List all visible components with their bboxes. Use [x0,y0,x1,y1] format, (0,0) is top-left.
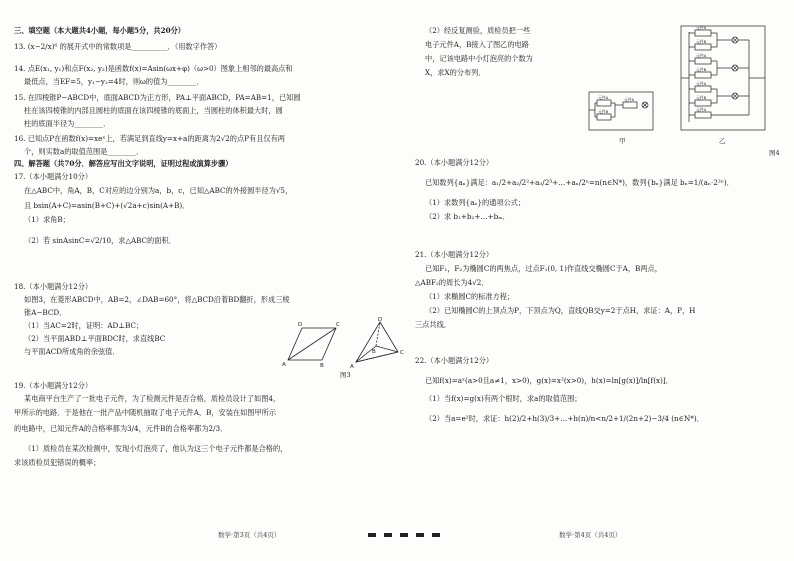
yi-element-a-label: 元件A [696,53,707,58]
circuit-yi-diagram [679,24,769,134]
question-19-part1-cont: 求该质检员犯错误的概率； [14,458,101,467]
svg-text:A: A [350,364,354,370]
question-19-part2-line1: （2）经反复测验，质检员把一些 [425,26,531,35]
question-18-part2-cont: 与平面ACD所成角的余弦值． [24,347,120,356]
svg-text:B: B [320,363,324,369]
question-22-line1: 已知f(x)=aˣ(a>0且a≠1，x>0)，g(x)=x²(x>0)，h(x)=ln[g(x)]/ln[f(x)]． [425,376,673,385]
yi-element-b-label: 元件B [696,67,707,72]
question-20-part2: （2）求 b₁+b₂+…+bₘ． [425,212,510,221]
svg-text:D: D [298,322,303,328]
question-22-part1: （1）当f(x)=g(x)有两个根时，求a的取值范围； [425,394,582,403]
question-19-part2-line4: X，求X的分布列． [425,68,486,77]
question-21-line2: △ABF₂的周长为4√2． [415,278,489,287]
svg-text:D: D [378,317,383,323]
figure-yi-label: 乙 [719,137,726,145]
question-16-line1: 16. 已知点P在函数f(x)=xeˣ上，若满足到直线y=x+a的距离为2√2的点P有且仅有两 [14,134,285,143]
figure-3-diagram [280,316,410,374]
question-20-part1: （1）求数列{aₙ}的通项公式； [425,198,526,207]
jia-element-a-label: 元件A [624,97,635,102]
yi-element-a-label: 元件A [696,25,707,30]
question-19-part1: （1）质检员在某次检测中，发现小灯泡亮了，他认为这三个电子元件都是合格的， [24,444,288,453]
question-19-line1: 某电商平台生产了一批电子元件，为了检测元件是否合格，质检员设计了如图4， [24,394,281,403]
question-18-line1: 如图3，在菱形ABCD中，AB=2，∠DAB=60°，将△BCD沿着BD翻折，形成三棱 [24,295,290,304]
question-21-line1: 已知F₁，F₂为椭圆C的两焦点，过点F₁(0, 1)作直线交椭圆C于A，B两点， [425,264,662,273]
yi-element-b-label: 元件B [696,39,707,44]
question-17-part1: （1）求角B； [24,215,70,224]
divider-mark [368,533,376,537]
question-21-part2-cont: 三点共线． [415,320,451,329]
section-solutions-heading: 四、解答题（共70分．解答应写出文字说明，证明过程或演算步骤） [14,159,233,168]
yi-element-a-label: 元件A [696,81,707,86]
question-18-header: 18.（本小题满分12分） [14,282,93,291]
page-4-footer: 数学·第4页（共4页） [559,531,622,539]
svg-text:B: B [372,349,376,355]
svg-text:C: C [336,322,340,328]
question-21-header: 21.（本小题满分12分） [415,250,494,259]
svg-text:C: C [400,350,404,356]
question-19-line2: 甲所示的电路．于是他在一批产品中随机抽取了电子元件A，B，安装在如图甲所示 [14,408,277,417]
question-18-part1: （1）当AC=2时，证明：AD⊥BC； [24,321,144,330]
question-22-header: 22.（本小题满分12分） [415,356,494,365]
question-18-line2: 锥A−BCD． [24,308,67,317]
figure-jia-label: 甲 [619,137,626,145]
figure-3-label: 图3 [340,371,351,379]
question-18-part2: （2）当平面ABD⊥平面BDC时，求直线BC [24,334,166,343]
question-17-line2: 且 bsin(A+C)=asin(B+C)+(√2a+c)sin(A+B)． [24,201,190,210]
circuit-jia-diagram [587,90,657,135]
page-4 [397,0,794,561]
question-20-line1: 已知数列{aₙ}满足：a₁/2+a₂/2²+a₃/2³+…+aₙ/2ⁿ=n(n∈N*)，数列{bₙ}满足 bₙ=1/(aₙ·2²ⁿ)． [425,178,734,187]
question-16-line2: 个，则实数a的取值范围是________． [24,147,144,156]
jia-element-a-label: 元件A [598,95,609,100]
yi-element-a-label: 元件A [696,107,707,112]
question-19-line3: 的电路中，已知元件A的合格率都为3/4，元件B的合格率都为2/3． [14,424,228,433]
question-15-line2: 柱在该四棱锥的内部且圆柱的底面在该四棱锥的底面上，当圆柱的体积最大时，圆 [24,106,283,115]
svg-text:A: A [282,362,286,368]
jia-element-b-label: 元件B [598,109,609,114]
question-15-line3: 柱的底面半径为________． [24,119,111,128]
question-17-line1: 在△ABC中，角A，B，C对应的边分别为a，b，c，已知△ABC的外接圆半径为√5， [24,186,293,195]
question-19-part2-line2: 电子元件A，B接入了图乙的电路 [425,40,529,49]
question-21-part1: （1）求椭圆C的标准方程； [425,292,515,301]
question-20-header: 20.（本小题满分12分） [415,158,494,167]
page-3-footer: 数学·第3页（共4页） [218,531,281,539]
question-14-line1: 14. 点E(x₁, y₁)和点F(x₂, y₂)是函数f(x)=Asin(ωx+φ)（ω>0）图象上相邻的最高点和 [14,64,293,73]
question-19-header: 19.（本小题满分12分） [14,381,93,390]
section-fill-blank-heading: 三、填空题（本大题共4小题，每小题5分，共20分） [14,26,185,35]
question-22-part2: （2）当a=e²时，求证：h(2)/2+h(3)/3+…+h(n)/n<n/2+1/(2n+2)−3/4 (n∈N*)． [425,414,704,423]
question-21-part2: （2）已知椭圆C的上顶点为P，下顶点为Q，直线QB交y=2于点H，求证：A，P，H [425,306,696,315]
question-15-line1: 15. 在四棱锥P−ABCD中，底面ABCD为正方形，PA⊥平面ABCD，PA=AB=1，已知圆 [14,93,301,102]
question-14-line2: 最低点，当EF=5，y₁−y₂=4时，则ω的值为________． [24,77,204,86]
question-19-part2-line3: 中，记该电路中小灯泡亮的个数为 [425,54,533,63]
question-17-part2: （2）若 sinAsinC=√2/10，求△ABC的面积． [24,236,176,245]
divider-mark [384,533,392,537]
yi-element-b-label: 元件B [696,95,707,100]
question-17-header: 17.（本小题满分10分） [14,172,93,181]
question-13: 13. (x−2/x)⁶ 的展开式中的常数项是__________．（用数字作答） [14,42,222,51]
figure-4-label: 图4 [769,149,780,157]
